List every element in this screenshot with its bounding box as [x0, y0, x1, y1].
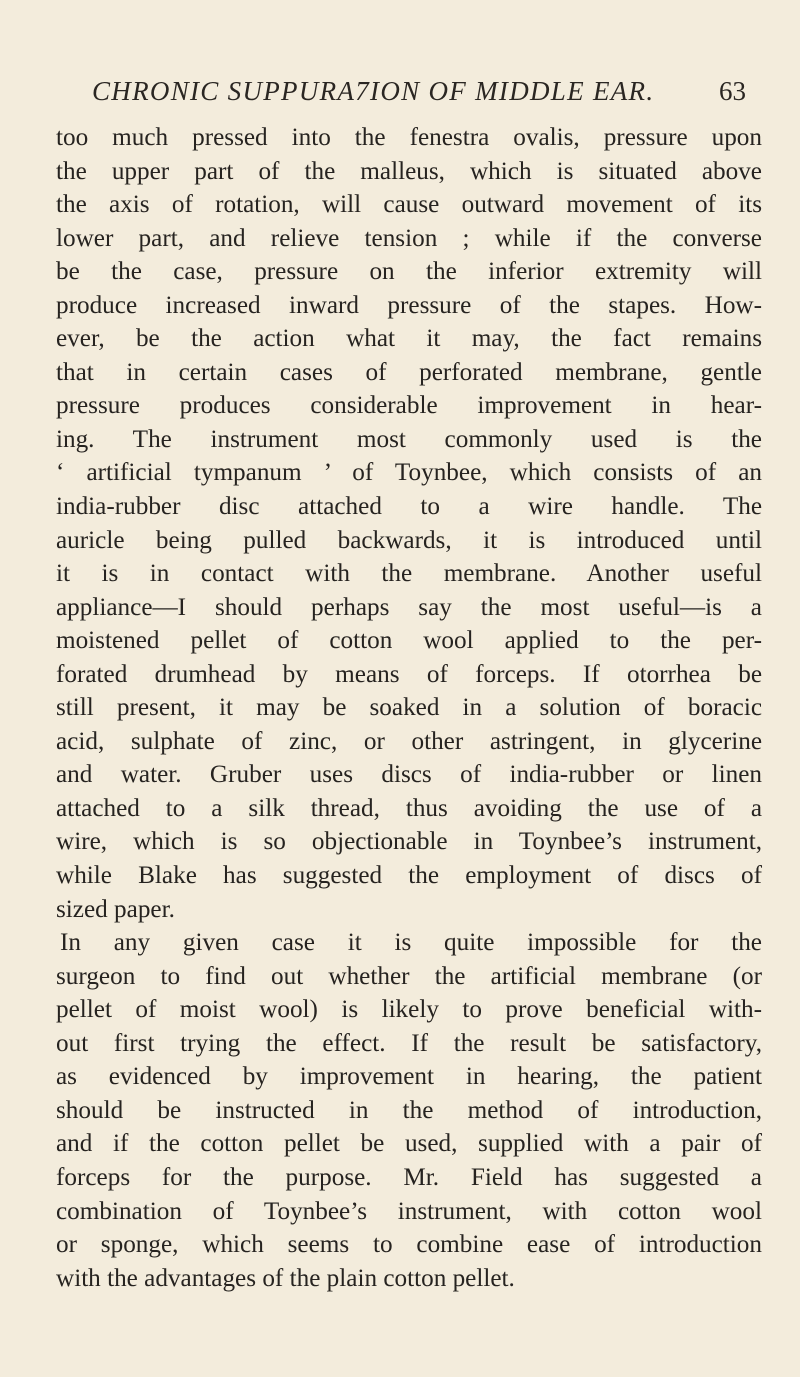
text-line: moistened pellet of cotton wool applied to the per- [56, 627, 762, 655]
text-line: In any given case it is quite impossible for the [60, 929, 762, 957]
text-line: pressure produces considerable improvement in hear- [56, 392, 762, 420]
text-line: produce increased inward pressure of the stapes. How- [56, 291, 762, 319]
text-line: it is in contact with the membrane. Another useful [56, 560, 762, 588]
text-line: be the case, pressure on the inferior extremity will [56, 258, 762, 286]
text-line: sized paper. [56, 895, 175, 923]
text-line: ing. The instrument most commonly used is the [56, 425, 762, 453]
text-line: as evidenced by improvement in hearing, the patient [56, 1063, 762, 1091]
text-line: too much pressed into the fenestra ovalis, pressure upon [56, 124, 762, 151]
text-line: lower part, and relieve tension ; while if the converse [56, 224, 762, 252]
text-line: acid, sulphate of zinc, or other astringent, in glycerine [56, 727, 762, 755]
text-line: the upper part of the malleus, which is situated above [56, 157, 762, 185]
paragraph [56, 926, 762, 1295]
running-title: CHRONIC SUPPURA7ION OF MIDDLE EAR. [92, 76, 655, 106]
text-line: the axis of rotation, will cause outward movement of its [56, 191, 762, 219]
text-line: should be instructed in the method of introduction, [56, 1096, 762, 1124]
text-line: or sponge, which seems to combine ease of introduction [56, 1231, 762, 1259]
text-line: surgeon to find out whether the artificial membrane (or [56, 962, 762, 990]
text-line: forceps for the purpose. Mr. Field has suggested a [56, 1163, 762, 1191]
text-line: that in certain cases of perforated membrane, gentle [56, 358, 762, 386]
text-line: attached to a silk thread, thus avoiding the use of a [56, 794, 762, 822]
text-line: auricle being pulled backwards, it is introduced until [56, 526, 762, 554]
text-line: ever, be the action what it may, the fact remains [56, 325, 762, 353]
page-number: 63 [719, 76, 746, 106]
text-line: still present, it may be soaked in a solution of boracic [56, 694, 762, 722]
text-line: forated drumhead by means of forceps. If otorrhea be [56, 660, 762, 688]
text-line: appliance—I should perhaps say the most useful—is a [56, 593, 762, 621]
body-text [56, 121, 762, 1295]
text-line: ‘ artificial tympanum ’ of Toynbee, which consists of an [56, 459, 762, 487]
running-head [92, 76, 746, 116]
text-line: while Blake has suggested the employment of discs of [56, 862, 762, 890]
text-line: and if the cotton pellet be used, supplied with a pair of [56, 1130, 762, 1158]
text-line: wire, which is so objectionable in Toynbee’s instrument, [56, 828, 762, 856]
text-line: pellet of moist wool) is likely to prove beneficial with- [56, 996, 762, 1024]
text-line: out first trying the effect. If the result be satisfactory, [56, 1029, 762, 1057]
text-line: with the advantages of the plain cotton pellet. [56, 1264, 515, 1292]
text-line: combination of Toynbee’s instrument, with cotton wool [56, 1197, 762, 1225]
text-line: and water. Gruber uses discs of india-rubber or linen [56, 761, 762, 789]
paragraph [56, 121, 762, 926]
text-line: india-rubber disc attached to a wire handle. The [56, 493, 762, 521]
